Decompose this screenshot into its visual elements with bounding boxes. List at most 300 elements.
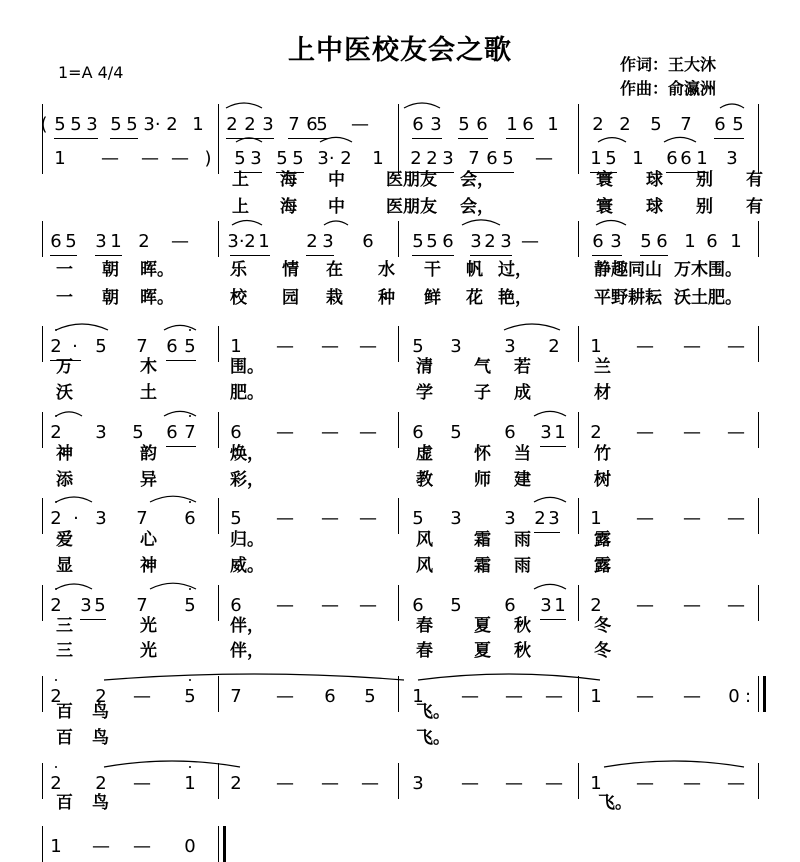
jianpu-note: 1 xyxy=(184,773,196,794)
jianpu-note: 1 xyxy=(590,148,602,169)
beam-underline xyxy=(540,619,566,620)
bar-line xyxy=(398,412,399,448)
jianpu-note: — xyxy=(636,422,654,443)
jianpu-note: 1 xyxy=(590,686,602,707)
bar-line xyxy=(218,826,219,862)
slur-arc xyxy=(462,220,500,225)
lyric-syllable: 树 xyxy=(594,470,611,490)
bar-line xyxy=(218,585,219,621)
jianpu-note: — xyxy=(683,773,701,794)
bar-line xyxy=(578,763,579,799)
jianpu-note: 6 xyxy=(486,148,498,169)
lyric-syllable: 若 xyxy=(514,357,531,377)
jianpu-note: 6 xyxy=(666,148,678,169)
lyric-syllable: 三 xyxy=(56,641,73,661)
jianpu-note: 2 xyxy=(484,231,496,252)
beam-underline xyxy=(166,446,196,447)
lyric-syllable: 光 xyxy=(140,616,157,636)
jianpu-note: 6 xyxy=(522,114,534,135)
lyric-syllable: 韵 xyxy=(140,444,157,464)
jianpu-note: 6 xyxy=(230,422,242,443)
jianpu-note: — xyxy=(133,773,151,794)
beam-underline xyxy=(306,255,334,256)
octave-dot xyxy=(189,588,191,590)
bar-line xyxy=(398,104,399,140)
jianpu-note: — xyxy=(683,595,701,616)
jianpu-note: 5 xyxy=(450,595,462,616)
lyric-syllable: 上 xyxy=(232,170,249,190)
lyric-syllable: 晖。 xyxy=(140,288,174,308)
lyric-syllable: 鲜 xyxy=(424,288,441,308)
jianpu-note: 3 xyxy=(430,114,442,135)
lyric-syllable: 一 xyxy=(56,260,73,280)
lyric-syllable: 校 xyxy=(230,288,247,308)
jianpu-note: 3 xyxy=(470,231,482,252)
jianpu-note: 1 xyxy=(50,836,62,857)
bar-line xyxy=(578,412,579,448)
lyric-syllable: 百 xyxy=(56,728,73,748)
jianpu-note: 3 xyxy=(80,595,92,616)
lyric-syllable: 师 xyxy=(474,470,491,490)
jianpu-note: 6 xyxy=(504,595,516,616)
lyric-syllable: 一 xyxy=(56,288,73,308)
bar-line xyxy=(218,676,219,712)
jianpu-note: — xyxy=(461,773,479,794)
octave-dot xyxy=(55,501,57,503)
jianpu-note: 6 xyxy=(476,114,488,135)
bar-line xyxy=(398,326,399,362)
jianpu-note: 1 xyxy=(230,336,242,357)
jianpu-note: 5 xyxy=(458,114,470,135)
jianpu-note: 5 xyxy=(184,336,196,357)
jianpu-note: 2 xyxy=(95,686,107,707)
jianpu-note: 3 xyxy=(548,508,560,529)
lyric-syllable: 飞。 xyxy=(416,702,450,722)
beam-underline xyxy=(80,619,106,620)
slur-arc xyxy=(534,411,566,416)
jianpu-note: — xyxy=(727,595,745,616)
lyric-syllable: 教 xyxy=(416,470,433,490)
jianpu-note: 5 xyxy=(426,231,438,252)
jianpu-note: 2 xyxy=(340,148,352,169)
jianpu-note: 3 xyxy=(95,508,107,529)
jianpu-note: — xyxy=(505,773,523,794)
jianpu-note: — xyxy=(359,595,377,616)
octave-dot xyxy=(55,679,57,681)
jianpu-note: — xyxy=(92,836,110,857)
jianpu-note: 5 xyxy=(110,114,122,135)
jianpu-note: 3· xyxy=(317,148,335,169)
bar-line xyxy=(42,676,43,712)
lyric-syllable: 万 xyxy=(56,357,73,377)
jianpu-note: — xyxy=(133,686,151,707)
bar-line xyxy=(398,138,399,174)
lyric-syllable: 别 xyxy=(696,170,713,190)
lyric-syllable: 园 xyxy=(282,288,299,308)
beam-underline xyxy=(306,138,328,139)
lyric-syllable: 肥。 xyxy=(708,288,742,308)
jianpu-note: 2 xyxy=(95,773,107,794)
lyric-syllable: 会， xyxy=(460,197,494,217)
jianpu-note: 2 xyxy=(226,114,238,135)
slur-arc xyxy=(598,138,626,142)
slur-arc xyxy=(164,411,196,416)
lyric-syllable: 添 xyxy=(56,470,73,490)
bar-line xyxy=(758,676,759,712)
jianpu-note: — xyxy=(276,508,294,529)
jianpu-note: 7 xyxy=(288,114,300,135)
lyric-syllable: 气 xyxy=(474,357,491,377)
jianpu-note: — xyxy=(521,231,539,252)
octave-dot xyxy=(55,329,57,331)
lyric-syllable: 学 xyxy=(416,383,433,403)
jianpu-note: 6 xyxy=(706,231,718,252)
beam-underline xyxy=(166,360,196,361)
final-bar-line xyxy=(763,676,766,712)
lyric-syllable: 鸟 xyxy=(92,793,109,813)
beam-underline xyxy=(640,255,668,256)
jianpu-note: 3 xyxy=(726,148,738,169)
jianpu-note: 1 xyxy=(506,114,518,135)
jianpu-note: 2 xyxy=(548,336,560,357)
beam-underline xyxy=(714,138,744,139)
jianpu-note: 2 xyxy=(50,508,62,529)
jianpu-note: 1 xyxy=(54,148,66,169)
lyric-syllable: 情 xyxy=(282,260,299,280)
lyric-syllable: 万木 xyxy=(674,260,708,280)
lyric-syllable: 有 xyxy=(746,197,763,217)
jianpu-note: — xyxy=(321,422,339,443)
jianpu-note: 5 xyxy=(184,595,196,616)
lyric-syllable: 虚 xyxy=(416,444,433,464)
beam-underline xyxy=(534,532,560,533)
jianpu-note: 6 xyxy=(442,231,454,252)
jianpu-note: 6 xyxy=(412,595,424,616)
jianpu-note: ( xyxy=(40,114,48,135)
jianpu-note: — xyxy=(359,336,377,357)
bar-line xyxy=(218,221,219,257)
lyric-syllable: 清 xyxy=(416,357,433,377)
lyric-syllable: 乐 xyxy=(230,260,247,280)
jianpu-note: 3 xyxy=(500,231,512,252)
lyric-syllable: 风 xyxy=(416,530,433,550)
bar-line xyxy=(578,326,579,362)
jianpu-note: 2 xyxy=(166,114,178,135)
bar-line xyxy=(758,221,759,257)
bar-line xyxy=(758,412,759,448)
lyric-syllable: 球 xyxy=(646,197,663,217)
jianpu-note: — xyxy=(505,686,523,707)
lyric-syllable: 会， xyxy=(460,170,494,190)
jianpu-note: — xyxy=(276,336,294,357)
jianpu-note: 1 xyxy=(372,148,384,169)
bar-line xyxy=(578,676,579,712)
jianpu-note: 5 xyxy=(95,336,107,357)
bar-line xyxy=(398,763,399,799)
bar-line xyxy=(218,763,219,799)
lyric-syllable: 兰 xyxy=(594,357,611,377)
jianpu-note: — xyxy=(727,508,745,529)
jianpu-note: 2 xyxy=(50,773,62,794)
jianpu-note: 5 xyxy=(412,336,424,357)
jianpu-note: 5 xyxy=(276,148,288,169)
jianpu-note: 3 xyxy=(412,773,424,794)
jianpu-note: — xyxy=(359,422,377,443)
song-title: 上中医校友会之歌 xyxy=(288,35,512,66)
jianpu-note: 6 xyxy=(166,336,178,357)
slur-arc xyxy=(56,412,82,416)
jianpu-note: : xyxy=(744,686,752,707)
lyric-syllable: 围。 xyxy=(230,357,264,377)
jianpu-note: 3 xyxy=(250,148,262,169)
slur-arc xyxy=(404,103,440,108)
jianpu-note: 2 xyxy=(426,148,438,169)
final-bar-line xyxy=(223,826,226,862)
lyric-syllable: 平野耕耘 xyxy=(594,288,662,308)
bar-line xyxy=(758,763,759,799)
jianpu-note: 6 xyxy=(306,114,318,135)
jianpu-note: · xyxy=(72,336,78,357)
lyric-syllable: 医朋友 xyxy=(386,170,437,190)
bar-line xyxy=(758,498,759,534)
lyric-syllable: 春 xyxy=(416,616,433,636)
jianpu-note: 3 xyxy=(262,114,274,135)
slur-arc xyxy=(226,103,262,108)
jianpu-note: 1 xyxy=(684,231,696,252)
jianpu-note: 1 xyxy=(547,114,559,135)
jianpu-note: — xyxy=(683,508,701,529)
lyric-syllable: 彩， xyxy=(230,470,264,490)
bar-line xyxy=(578,498,579,534)
bar-line xyxy=(218,498,219,534)
beam-underline xyxy=(50,255,77,256)
jianpu-note: 1 xyxy=(110,231,122,252)
jianpu-note: 7 xyxy=(184,422,196,443)
jianpu-note: — xyxy=(545,686,563,707)
beam-underline xyxy=(484,255,512,256)
lyric-syllable: 木 xyxy=(140,357,157,377)
jianpu-note: 5 xyxy=(364,686,376,707)
lyric-syllable: 风 xyxy=(416,556,433,576)
jianpu-note: 2 xyxy=(138,231,150,252)
jianpu-note: — xyxy=(636,773,654,794)
jianpu-note: — xyxy=(321,336,339,357)
jianpu-note: 5 xyxy=(132,422,144,443)
slur-arc xyxy=(534,497,566,502)
jianpu-note: 7 xyxy=(680,114,692,135)
jianpu-note: — xyxy=(321,773,339,794)
beam-underline xyxy=(412,138,442,139)
octave-dot xyxy=(55,766,57,768)
lyric-syllable: 焕， xyxy=(230,444,264,464)
beam-underline xyxy=(426,255,454,256)
slur-arc xyxy=(56,497,92,502)
lyric-syllable: 晖。 xyxy=(140,260,174,280)
slur-arc xyxy=(720,104,744,108)
jianpu-note: 3 xyxy=(504,336,516,357)
lyric-syllable: 静趣同山 xyxy=(594,260,662,280)
bar-line xyxy=(398,221,399,257)
jianpu-note: 6 xyxy=(166,422,178,443)
jianpu-note: — xyxy=(727,773,745,794)
jianpu-note: 2 xyxy=(244,231,256,252)
bar-line xyxy=(42,826,43,862)
lyric-syllable: 春 xyxy=(416,641,433,661)
lyric-syllable: 医朋友 xyxy=(386,197,437,217)
beam-underline xyxy=(244,138,274,139)
jianpu-note: 2 xyxy=(50,595,62,616)
bar-line xyxy=(42,585,43,621)
beam-underline xyxy=(95,255,122,256)
lyric-syllable: 竹 xyxy=(594,444,611,464)
jianpu-note: 5 xyxy=(605,148,617,169)
jianpu-note: 3 xyxy=(86,114,98,135)
lyric-syllable: 雨 xyxy=(514,556,531,576)
jianpu-note: 2 xyxy=(50,686,62,707)
lyric-syllable: 海 xyxy=(280,170,297,190)
jianpu-note: 1 xyxy=(590,773,602,794)
jianpu-note: — xyxy=(276,773,294,794)
slur-arc xyxy=(596,221,626,226)
slur-arc xyxy=(504,324,560,330)
jianpu-note: 3· xyxy=(143,114,161,135)
jianpu-note: 1 xyxy=(590,336,602,357)
jianpu-note: — xyxy=(276,422,294,443)
bar-line xyxy=(218,138,219,174)
lyric-syllable: 三 xyxy=(56,616,73,636)
jianpu-note: — xyxy=(351,114,369,135)
bar-line xyxy=(758,326,759,362)
slur-arc xyxy=(664,137,696,142)
jianpu-note: ) xyxy=(204,148,212,169)
jianpu-note: 3 xyxy=(322,231,334,252)
jianpu-note: — xyxy=(535,148,553,169)
jianpu-note: 6 xyxy=(504,422,516,443)
lyric-syllable: 秋 xyxy=(514,616,531,636)
lyric-syllable: 秋 xyxy=(514,641,531,661)
lyric-syllable: 露 xyxy=(594,530,611,550)
jianpu-note: — xyxy=(727,422,745,443)
slur-arc xyxy=(56,324,108,330)
lyric-syllable: 飞。 xyxy=(598,793,632,813)
lyric-syllable: 归。 xyxy=(230,530,264,550)
lyric-syllable: 有 xyxy=(746,170,763,190)
bar-line xyxy=(398,498,399,534)
jianpu-note: 5 xyxy=(502,148,514,169)
jianpu-note: 2 xyxy=(619,114,631,135)
bar-line xyxy=(218,326,219,362)
bar-line xyxy=(218,412,219,448)
lyric-syllable: 爱 xyxy=(56,530,73,550)
jianpu-note: — xyxy=(133,836,151,857)
lyric-syllable: 帆 xyxy=(466,260,483,280)
jianpu-note: 6 xyxy=(412,422,424,443)
jianpu-note: 0 xyxy=(184,836,196,857)
jianpu-note: — xyxy=(461,686,479,707)
jianpu-note: 2 xyxy=(592,114,604,135)
lyric-syllable: 夏 xyxy=(474,616,491,636)
lyric-syllable: 飞。 xyxy=(416,728,450,748)
jianpu-note: 5 xyxy=(70,114,82,135)
lyric-syllable: 露 xyxy=(594,556,611,576)
jianpu-note: — xyxy=(359,508,377,529)
lyric-syllable: 寰 xyxy=(596,170,613,190)
jianpu-note: — xyxy=(727,336,745,357)
bar-line xyxy=(42,221,43,257)
key-signature: 1=A 4/4 xyxy=(58,63,124,82)
jianpu-note: — xyxy=(171,231,189,252)
jianpu-note: 7 xyxy=(136,595,148,616)
lyric-syllable: 异 xyxy=(140,470,157,490)
lyric-syllable: 子 xyxy=(474,383,491,403)
jianpu-note: 3 xyxy=(540,422,552,443)
bar-line xyxy=(42,763,43,799)
jianpu-note: 6 xyxy=(592,231,604,252)
jianpu-note: — xyxy=(361,773,379,794)
slur-arc xyxy=(104,674,404,680)
lyric-syllable: 沃土 xyxy=(674,288,708,308)
jianpu-note: 1 xyxy=(554,595,566,616)
jianpu-note: 6 xyxy=(656,231,668,252)
jianpu-note: 5 xyxy=(292,148,304,169)
lyric-syllable: 干 xyxy=(424,260,441,280)
jianpu-note: 1 xyxy=(554,422,566,443)
jianpu-note: 3 xyxy=(610,231,622,252)
octave-dot xyxy=(189,679,191,681)
jianpu-note: — xyxy=(276,595,294,616)
lyric-syllable: 海 xyxy=(280,197,297,217)
octave-dot xyxy=(189,501,191,503)
lyric-syllable: 中 xyxy=(328,170,345,190)
beam-underline xyxy=(458,138,488,139)
lyric-syllable: 围。 xyxy=(708,260,742,280)
jianpu-note: 2 xyxy=(590,595,602,616)
lyric-syllable: 鸟 xyxy=(92,728,109,748)
jianpu-note: — xyxy=(636,336,654,357)
lyric-syllable: 栽 xyxy=(326,288,343,308)
jianpu-note: 1 xyxy=(632,148,644,169)
jianpu-note: · xyxy=(73,508,79,529)
jianpu-note: 7 xyxy=(136,336,148,357)
lyricist-credit: 作词：王大沐 xyxy=(620,55,717,74)
jianpu-note: 5 xyxy=(450,422,462,443)
lyric-syllable: 怀 xyxy=(474,444,491,464)
lyric-syllable: 朝 xyxy=(102,288,119,308)
lyric-syllable: 中 xyxy=(328,197,345,217)
jianpu-note: — xyxy=(321,508,339,529)
lyric-syllable: 百 xyxy=(56,793,73,813)
lyric-syllable: 成 xyxy=(514,383,531,403)
jianpu-note: 5 xyxy=(316,114,328,135)
beam-underline xyxy=(244,255,270,256)
lyric-syllable: 沃 xyxy=(56,383,73,403)
lyric-syllable: 鸟 xyxy=(92,702,109,722)
jianpu-note: — xyxy=(101,148,119,169)
jianpu-note: 5 xyxy=(65,231,77,252)
jianpu-note: — xyxy=(141,148,159,169)
jianpu-note: 2 xyxy=(230,773,242,794)
slur-arc xyxy=(534,584,566,589)
jianpu-note: 0 xyxy=(728,686,740,707)
jianpu-note: 2 xyxy=(410,148,422,169)
jianpu-note: 1 xyxy=(192,114,204,135)
jianpu-note: 6 xyxy=(184,508,196,529)
jianpu-note: 5 xyxy=(412,508,424,529)
jianpu-note: — xyxy=(636,595,654,616)
jianpu-note: 2 xyxy=(50,336,62,357)
lyric-syllable: 在 xyxy=(326,260,343,280)
jianpu-note: — xyxy=(276,686,294,707)
